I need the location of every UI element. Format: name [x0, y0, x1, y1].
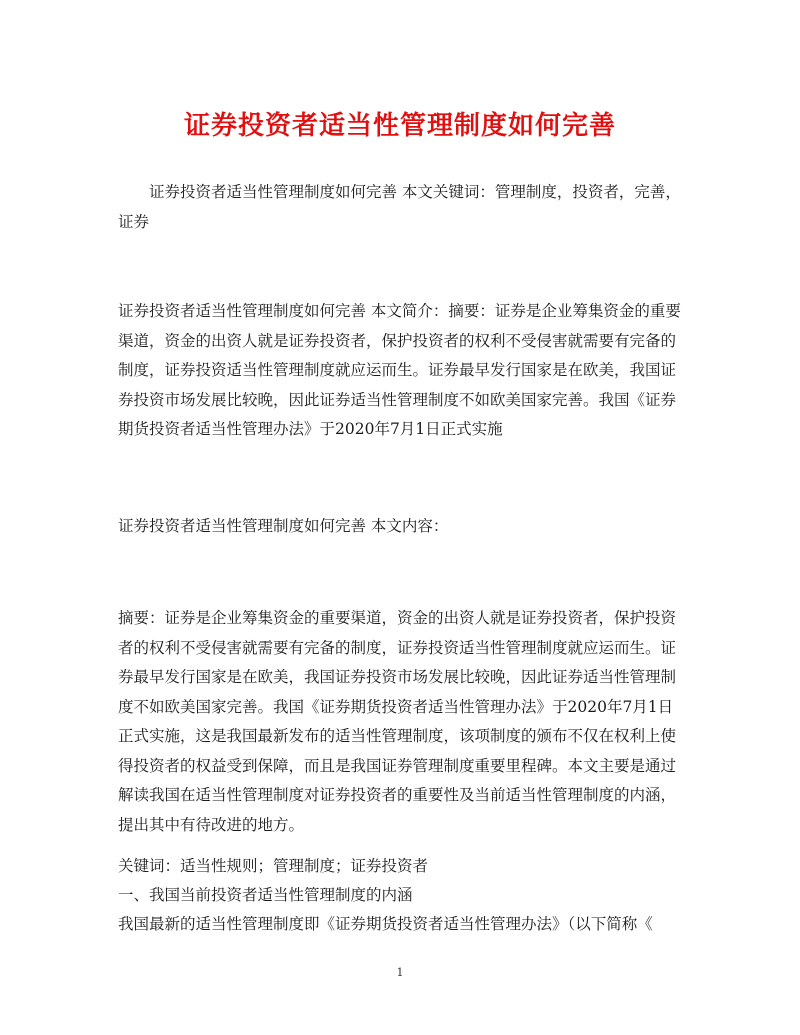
section-heading: 一、我国当前投资者适当性管理制度的内涵	[118, 886, 413, 904]
document-title: 证券投资者适当性管理制度如何完善	[183, 111, 616, 141]
abstract-paragraph: 摘要：证券是企业筹集资金的重要渠道，资金的出资人就是证券投资者，保护投资者的权利不受侵害就需要有完备的制度，证券投资适当性管理制度就应运而生。证券最早发行国家是在欧美，我国证券投资市场发展比较晚，因此证券适当性管理制度不如欧美国家完善。我国《证券期货投资者适当性管理办法》于2020年7月1日正式实施，这是我国最新发布的适当性管理制度，该项制度的颁布不仅在权利上使得投资者的权益受到保障，而且是我国证券管理制度重要里程碑。本文主要是通过解读我国在适当性管理制度对证券投资者的重要性及当前适当性管理制度的内涵，提出其中有待改进的地方。	[118, 609, 677, 834]
body-paragraph: 我国最新的适当性管理制度即《证券期货投资者适当性管理办法》（以下简称《	[118, 915, 653, 933]
content-heading-paragraph: 证券投资者适当性管理制度如何完善 本文内容：	[118, 517, 449, 535]
keywords-line: 关键词：适当性规则；管理制度；证券投资者	[118, 857, 429, 875]
page-number: 1	[396, 966, 404, 979]
summary-paragraph: 证券投资者适当性管理制度如何完善 本文简介：摘要：证券是企业筹集资金的重要渠道，资金的出资人就是证券投资者，保护投资者的权利不受侵害就需要有完备的制度，证券投资适当性管理制度就应运而生。证券最早发行国家是在欧美，我国证券投资市场发展比较晚，因此证券适当性管理制度不如欧美国家完善。我国《证券期货投资者适当性管理办法》于2020年7月1日正式实施	[118, 302, 681, 438]
keywords-paragraph: 证券投资者适当性管理制度如何完善 本文关键词：管理制度，投资者，完善，证券	[118, 183, 681, 231]
